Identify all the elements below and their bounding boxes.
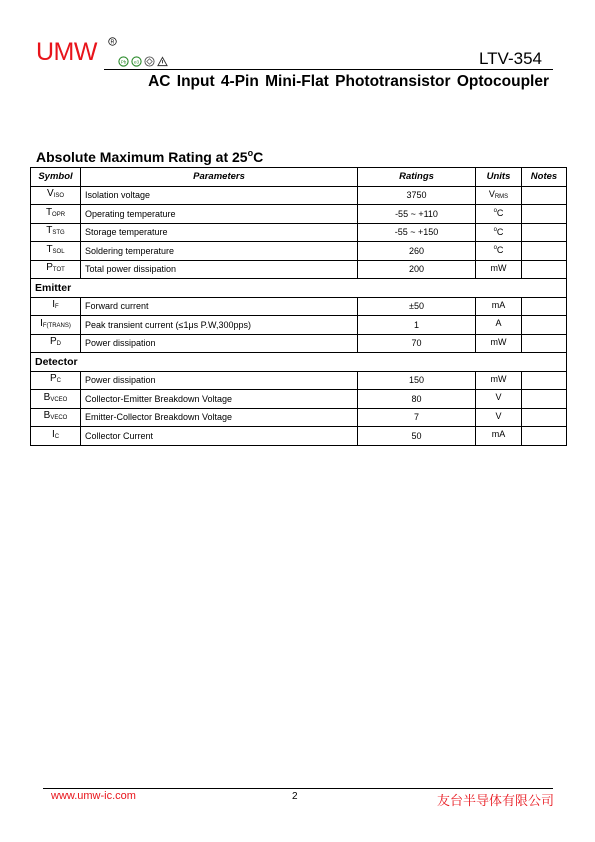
header-units: Units bbox=[476, 168, 522, 187]
certification-icons bbox=[118, 54, 168, 65]
unit-cell bbox=[476, 316, 522, 335]
table-row bbox=[31, 408, 567, 427]
parameter-cell: Collector Current bbox=[81, 427, 358, 446]
symbol-letter: T bbox=[46, 243, 53, 255]
symbol-subscript: VCEO bbox=[50, 396, 68, 403]
degree-mark: o bbox=[247, 148, 254, 158]
symbol-subscript: OPR bbox=[52, 211, 66, 218]
symbol-cell bbox=[31, 297, 81, 316]
unit-text: V bbox=[495, 392, 502, 403]
table-row bbox=[31, 297, 567, 316]
section-title-unit: C bbox=[253, 149, 264, 165]
document-title: AC Input 4-Pin Mini-Flat Phototransistor Optocoupler bbox=[148, 73, 549, 90]
unit-text: mW bbox=[490, 262, 507, 273]
unit-cell bbox=[476, 390, 522, 409]
unit-cell bbox=[476, 408, 522, 427]
svg-text:e3: e3 bbox=[133, 59, 140, 65]
symbol-cell bbox=[31, 316, 81, 335]
notes-cell bbox=[522, 408, 567, 427]
symbol-letter: V bbox=[46, 188, 54, 200]
unit-text: mW bbox=[490, 373, 507, 384]
footer-divider bbox=[43, 788, 553, 789]
symbol-cell bbox=[31, 427, 81, 446]
table-row bbox=[31, 390, 567, 409]
header-symbol: Symbol bbox=[31, 168, 81, 187]
symbol-cell bbox=[31, 371, 81, 390]
unit-text: $^o$C bbox=[493, 208, 504, 219]
parameter-cell: Emitter-Collector Breakdown Voltage bbox=[81, 408, 358, 427]
table-row bbox=[31, 427, 567, 446]
unit-text: V bbox=[495, 410, 502, 421]
rating-cell: 50 bbox=[358, 427, 476, 446]
symbol-cell bbox=[31, 334, 81, 353]
symbol-subscript: F bbox=[55, 304, 59, 311]
rohs-icon bbox=[131, 54, 142, 65]
rating-cell: -55 ~ +110 bbox=[358, 205, 476, 224]
rating-cell: 70 bbox=[358, 334, 476, 353]
symbol-subscript: C bbox=[54, 433, 60, 440]
symbol-cell bbox=[31, 390, 81, 409]
general-rows bbox=[31, 186, 567, 279]
table-row bbox=[31, 242, 567, 261]
header-notes: Notes bbox=[522, 168, 567, 187]
symbol-cell bbox=[31, 205, 81, 224]
unit-cell bbox=[476, 427, 522, 446]
symbol-subscript: STG bbox=[52, 230, 65, 237]
unit-text: A bbox=[495, 318, 502, 329]
unit-text: $^o$C bbox=[493, 226, 504, 237]
section-title bbox=[36, 149, 263, 165]
table-row bbox=[31, 186, 567, 205]
symbol-letter: I bbox=[52, 299, 56, 311]
notes-cell bbox=[522, 427, 567, 446]
table-row bbox=[31, 371, 567, 390]
symbol-subscript: TOT bbox=[52, 267, 65, 274]
symbol-subscript: VECO bbox=[50, 415, 68, 422]
symbol-cell bbox=[31, 408, 81, 427]
rating-cell: 150 bbox=[358, 371, 476, 390]
notes-cell bbox=[522, 297, 567, 316]
symbol-letter: B bbox=[43, 410, 51, 422]
symbol-letter: P bbox=[46, 262, 53, 274]
parameter-cell: Power dissipation bbox=[81, 334, 358, 353]
notes-cell bbox=[522, 316, 567, 335]
svg-text:R: R bbox=[110, 39, 115, 46]
notes-cell bbox=[522, 186, 567, 205]
unit-text: mW bbox=[490, 336, 507, 347]
symbol-letter: T bbox=[45, 206, 53, 218]
page-number: 2 bbox=[292, 791, 298, 802]
symbol-cell bbox=[31, 223, 81, 242]
rating-cell: -55 ~ +150 bbox=[358, 223, 476, 242]
parameter-cell: Forward current bbox=[81, 297, 358, 316]
unit-text: mA bbox=[491, 429, 506, 440]
emitter-group bbox=[31, 279, 567, 298]
symbol-letter: P bbox=[49, 373, 57, 385]
header-ratings: Ratings bbox=[358, 168, 476, 187]
unit-cell bbox=[476, 223, 522, 242]
unit-cell bbox=[476, 260, 522, 279]
table-row bbox=[31, 205, 567, 224]
parameter-cell: Soldering temperature bbox=[81, 242, 358, 261]
halogen-free-icon bbox=[144, 54, 155, 65]
footer-url[interactable]: www.umw-ic.com bbox=[51, 790, 136, 802]
parameter-cell: Total power dissipation bbox=[81, 260, 358, 279]
group-label-detector: Detector bbox=[31, 353, 567, 372]
symbol-subscript: D bbox=[56, 341, 61, 348]
unit-cell bbox=[476, 186, 522, 205]
symbol-subscript: SOL bbox=[52, 248, 65, 255]
unit-cell bbox=[476, 242, 522, 261]
symbol-letter: I bbox=[40, 317, 43, 329]
symbol-letter: T bbox=[46, 225, 53, 237]
part-number: LTV-354 bbox=[478, 49, 542, 68]
parameter-cell: Storage temperature bbox=[81, 223, 358, 242]
parameter-cell: Collector-Emitter Breakdown Voltage bbox=[81, 390, 358, 409]
symbol-letter: P bbox=[49, 336, 57, 348]
table-row bbox=[31, 223, 567, 242]
header-parameters: Parameters bbox=[81, 168, 358, 187]
pb-free-icon bbox=[118, 54, 129, 65]
symbol-subscript: F(TRANS) bbox=[42, 322, 71, 329]
table-row bbox=[31, 260, 567, 279]
rating-cell: 3750 bbox=[358, 186, 476, 205]
symbol-subscript: ISO bbox=[53, 193, 64, 200]
symbol-subscript: C bbox=[56, 378, 61, 385]
unit-cell bbox=[476, 297, 522, 316]
detector-group bbox=[31, 353, 567, 372]
group-header-row bbox=[31, 353, 567, 372]
notes-cell bbox=[522, 242, 567, 261]
unit-cell bbox=[476, 371, 522, 390]
symbol-cell bbox=[31, 186, 81, 205]
rating-cell: 7 bbox=[358, 408, 476, 427]
unit-cell bbox=[476, 334, 522, 353]
rating-cell: 260 bbox=[358, 242, 476, 261]
section-title-text: Absolute Maximum Rating at 25 bbox=[36, 149, 248, 165]
unit-subscript: RMS bbox=[494, 193, 509, 200]
rating-cell: 80 bbox=[358, 390, 476, 409]
unit-text: V bbox=[488, 188, 495, 199]
rating-cell: ±50 bbox=[358, 297, 476, 316]
group-header-row bbox=[31, 279, 567, 298]
registered-icon bbox=[108, 37, 117, 46]
emitter-rows bbox=[31, 297, 567, 353]
notes-cell bbox=[522, 205, 567, 224]
table-row bbox=[31, 316, 567, 335]
symbol-letter: I bbox=[51, 428, 55, 440]
notes-cell bbox=[522, 390, 567, 409]
unit-text: mA bbox=[491, 299, 506, 310]
absolute-maximum-ratings-table bbox=[30, 167, 567, 446]
parameter-cell: Operating temperature bbox=[81, 205, 358, 224]
unit-cell bbox=[476, 205, 522, 224]
notes-cell bbox=[522, 334, 567, 353]
parameter-cell: Power dissipation bbox=[81, 371, 358, 390]
table-header-row bbox=[31, 168, 567, 187]
unit-text: $^o$C bbox=[493, 245, 504, 256]
symbol-cell bbox=[31, 260, 81, 279]
detector-rows bbox=[31, 371, 567, 445]
table-row bbox=[31, 334, 567, 353]
group-label-emitter: Emitter bbox=[31, 279, 567, 298]
rating-cell: 200 bbox=[358, 260, 476, 279]
notes-cell bbox=[522, 223, 567, 242]
company-name: 友台半导体有限公司 bbox=[436, 794, 554, 809]
parameter-cell: Isolation voltage bbox=[81, 186, 358, 205]
notes-cell bbox=[522, 260, 567, 279]
notes-cell bbox=[522, 371, 567, 390]
svg-text:Pb: Pb bbox=[120, 59, 127, 65]
esd-warning-icon bbox=[157, 54, 168, 65]
rating-cell: 1 bbox=[358, 316, 476, 335]
symbol-letter: B bbox=[43, 391, 51, 403]
logo-text: UMW bbox=[36, 38, 97, 66]
header-divider bbox=[104, 69, 553, 70]
parameter-cell: Peak transient current (≤1μs P.W,300pps) bbox=[81, 316, 358, 335]
symbol-cell bbox=[31, 242, 81, 261]
